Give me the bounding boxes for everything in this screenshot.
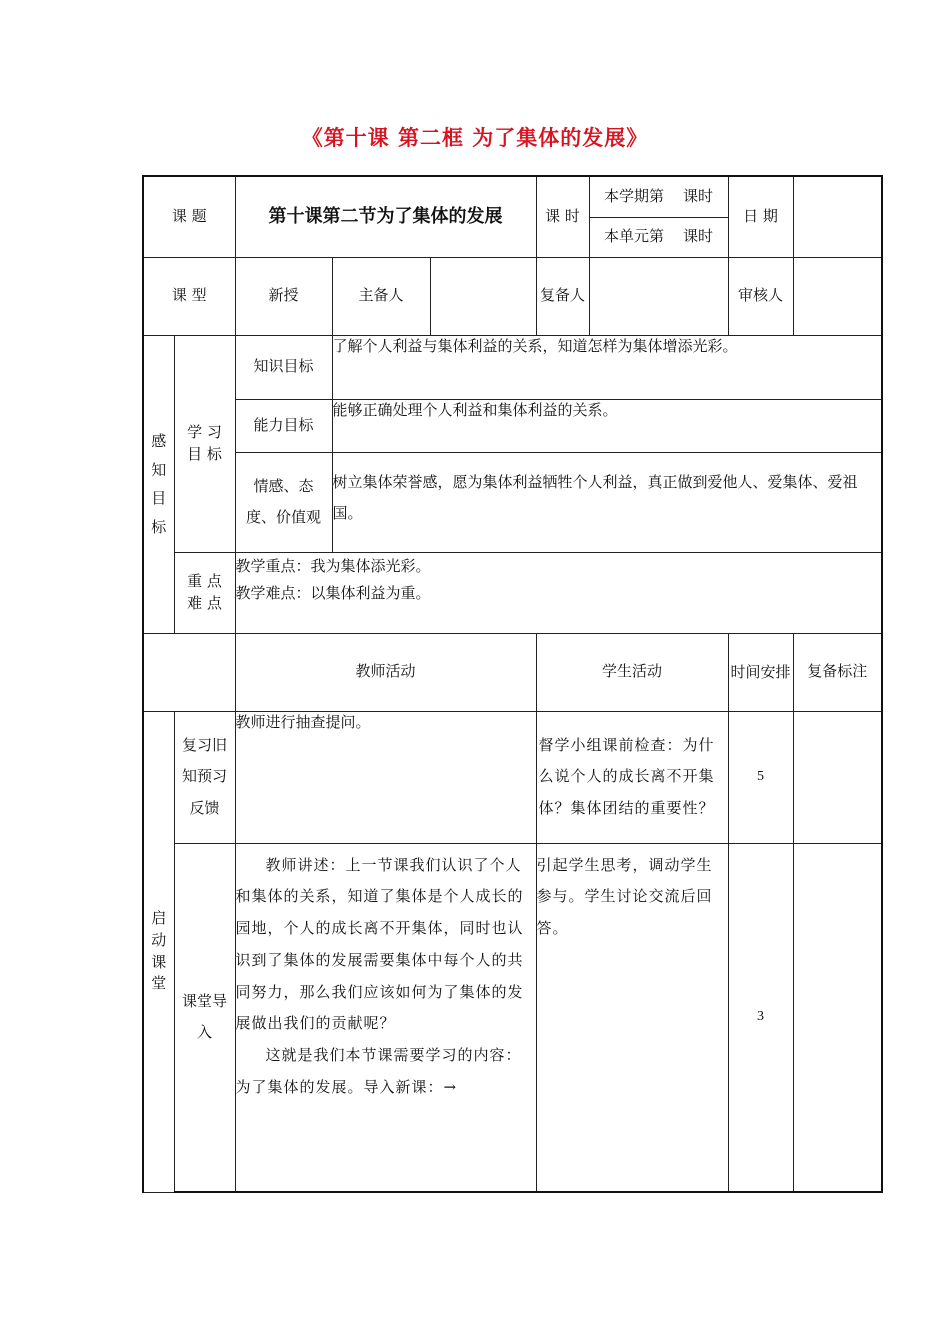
reviewer-value[interactable] bbox=[793, 257, 882, 335]
teacher-intro-p1: 教师讲述：上一节课我们认识了个人和集体的关系，知道了集体是个人成长的园地，个人的成长离不开集体，同时也认识到了集体的发展需要集体中每个人的共同努力，那么我们应该如何为了集体的发展做出我们的贡献呢？ bbox=[235, 855, 524, 1033]
col-student: 学生活动 bbox=[536, 633, 728, 711]
time-review: 5 bbox=[728, 711, 793, 843]
keypoint-text: 教学重点：我为集体添光彩。 bbox=[235, 556, 431, 575]
type-label: 课 型 bbox=[143, 257, 235, 335]
date-value[interactable] bbox=[793, 176, 882, 257]
keypoint-label: 重 点 难 点 bbox=[174, 552, 235, 633]
hours-unit: 本单元第 课时 bbox=[589, 217, 728, 257]
topic-label: 课 题 bbox=[143, 176, 235, 257]
student-activity-review: 督学小组课前检查：为什么说个人的成长离不开集体？集体团结的重要性？ bbox=[536, 711, 728, 843]
type-value: 新授 bbox=[235, 257, 332, 335]
lesson-plan-table bbox=[142, 175, 883, 1193]
ability-text: 能够正确处理个人利益和集体利益的关系。 bbox=[332, 399, 882, 452]
date-label: 日 期 bbox=[728, 176, 793, 257]
goals-section-label: 感知目标 bbox=[143, 335, 174, 633]
second-prep-label: 复备人 bbox=[536, 257, 589, 335]
main-prep-label: 主备人 bbox=[332, 257, 430, 335]
emotion-label: 情感、态度、价值观 bbox=[235, 452, 332, 552]
stage-label: 启动课堂 bbox=[143, 711, 174, 1192]
col-teacher: 教师活动 bbox=[235, 633, 536, 711]
emotion-text: 树立集体荣誉感，愿为集体利益牺牲个人利益，真正做到爱他人、爱集体、爱祖国。 bbox=[332, 452, 882, 552]
row-label-intro: 课堂导入 bbox=[174, 843, 235, 1192]
notes-intro[interactable] bbox=[793, 843, 882, 1192]
topic-value: 第十课第二节为了集体的发展 bbox=[235, 176, 536, 257]
hours-term: 本学期第 课时 bbox=[589, 176, 728, 217]
knowledge-text: 了解个人利益与集体利益的关系，知道怎样为集体增添光彩。 bbox=[332, 335, 882, 399]
hours-label: 课 时 bbox=[536, 176, 589, 257]
notes-review[interactable] bbox=[793, 711, 882, 843]
teacher-activity-review: 教师进行抽查提问。 bbox=[235, 711, 536, 843]
study-goals-label: 学 习 目 标 bbox=[174, 335, 235, 552]
page-title: 《第十课 第二框 为了集体的发展》 bbox=[301, 125, 649, 150]
main-prep-value[interactable] bbox=[430, 257, 536, 335]
col-notes: 复备标注 bbox=[793, 633, 882, 711]
difficulty-text: 教学难点：以集体利益为重。 bbox=[235, 584, 431, 603]
time-intro: 3 bbox=[728, 843, 793, 1192]
second-prep-value[interactable] bbox=[589, 257, 728, 335]
teacher-intro-p2: 这就是我们本节课需要学习的内容：为了集体的发展。导入新课：→ bbox=[235, 1046, 522, 1097]
row-label-review: 复习旧知预习反馈 bbox=[174, 711, 235, 843]
col-time: 时间安排 bbox=[728, 633, 793, 711]
knowledge-label: 知识目标 bbox=[235, 335, 332, 399]
activity-header-blank bbox=[143, 633, 235, 711]
reviewer-label: 审核人 bbox=[728, 257, 793, 335]
ability-label: 能力目标 bbox=[235, 399, 332, 452]
student-activity-intro: 引起学生思考，调动学生参与。学生讨论交流后回答。 bbox=[536, 843, 728, 1192]
